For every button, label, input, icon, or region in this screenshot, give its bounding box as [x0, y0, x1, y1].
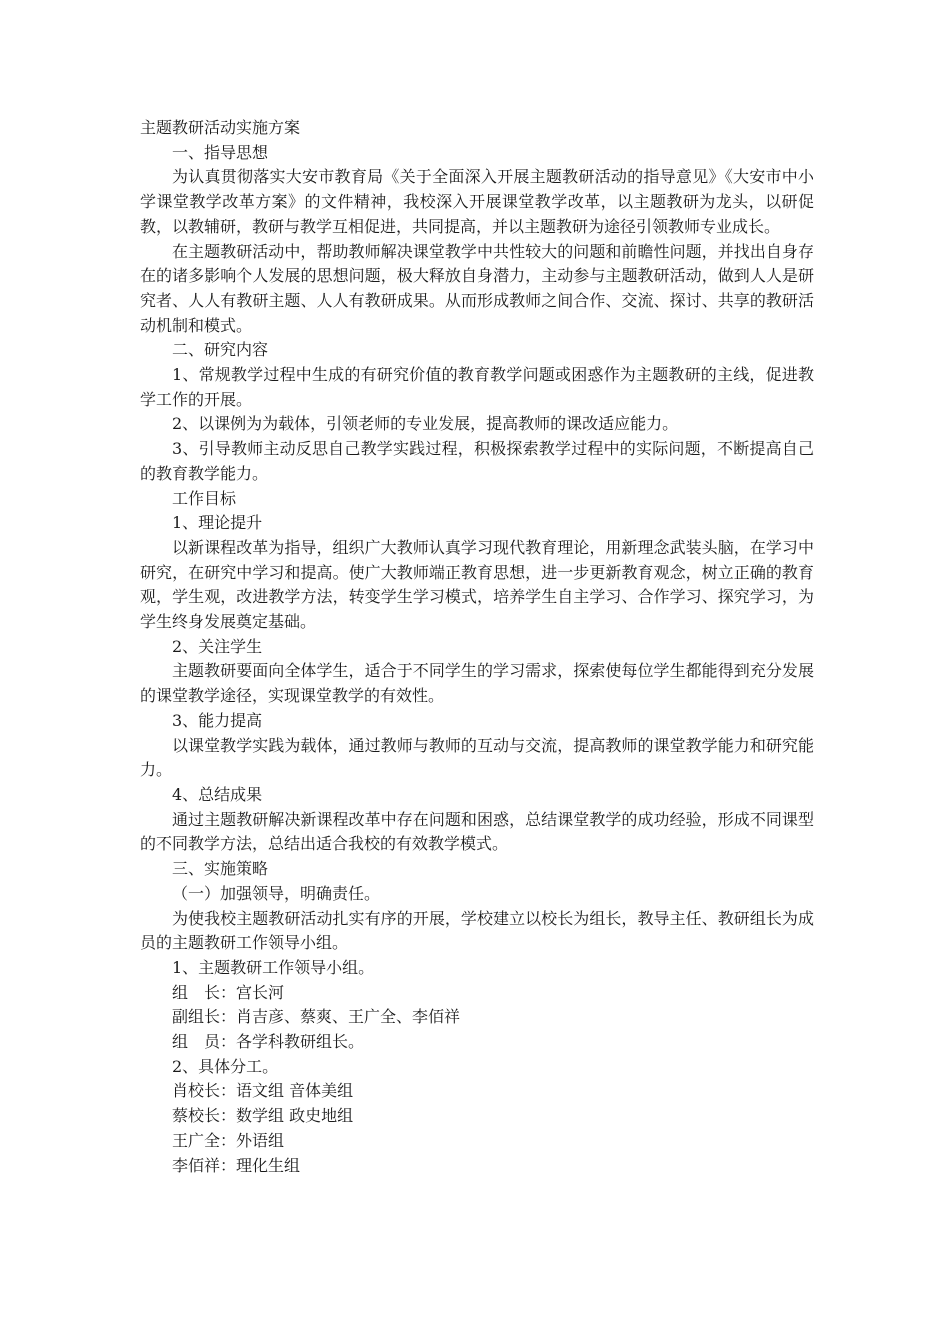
list-item: 王广全：外语组 — [172, 1130, 285, 1150]
list-item: 1、主题教研工作领导小组。 — [172, 957, 375, 977]
list-item: 2、具体分工。 — [172, 1056, 279, 1076]
section-heading-implementation: 三、实施策略 — [172, 859, 269, 879]
subheading: 1、理论提升 — [172, 513, 263, 533]
section-heading-guiding-ideology: 一、指导思想 — [172, 142, 269, 162]
paragraph: 以课堂教学实践为载体，通过教师与教师的互动与交流，提高教师的课堂教学能力和研究能力。 — [140, 735, 814, 780]
paragraph: 主题教研要面向全体学生，适合于不同学生的学习需求，探索使每位学生都能得到充分发展的课堂教学途径，实现课堂教学的有效性。 — [140, 661, 814, 706]
subheading: 4、总结成果 — [172, 784, 263, 804]
list-item: 副组长：肖吉彦、蔡爽、王广全、李佰祥 — [172, 1007, 461, 1027]
paragraph: 通过主题教研解决新课程改革中存在问题和困惑，总结课堂教学的成功经验，形成不同课型的不同教学方法，总结出适合我校的有效教学模式。 — [140, 809, 814, 854]
section-heading-work-goals: 工作目标 — [172, 488, 237, 508]
paragraph: 为认真贯彻落实大安市教育局《关于全面深入开展主题教研活动的指导意见》《大安市中小学课堂教学改革方案》的文件精神，我校深入开展课堂教学改革，以主题教研为龙头，以研促教，以教辅研，教研与教学互相促进，共同提高，并以主题教研为途径引领教师专业成长。 — [140, 167, 814, 236]
list-item: 蔡校长：数学组 政史地组 — [172, 1106, 354, 1126]
list-item: 李佰祥：理化生组 — [172, 1155, 301, 1175]
paragraph: 为使我校主题教研活动扎实有序的开展，学校建立以校长为组长，教导主任、教研组长为成员的主题教研工作领导小组。 — [140, 908, 814, 953]
subheading: 3、能力提高 — [172, 710, 263, 730]
list-item: 1、常规教学过程中生成的有研究价值的教育教学问题或困惑作为主题教研的主线，促进教学工作的开展。 — [140, 365, 814, 409]
list-item: 肖校长：语文组 音体美组 — [172, 1081, 354, 1101]
section-heading-research-content: 二、研究内容 — [172, 340, 269, 360]
list-item: 3、引导教师主动反思自己教学实践过程，积极探索教学过程中的实际问题，不断提高自己的教育教学能力。 — [140, 439, 814, 483]
paragraph: 在主题教研活动中，帮助教师解决课堂教学中共性较大的问题和前瞻性问题，并找出自身存在的诸多影响个人发展的思想问题，极大释放自身潜力，主动参与主题教研活动，做到人人是研究者、人人有教研主题、人人有教研成果。从而形成教师之间合作、交流、探讨、共享的教研活动机制和模式。 — [140, 241, 814, 335]
paragraph: 以新课程改革为指导，组织广大教师认真学习现代教育理论，用新理念武装头脑，在学习中研究，在研究中学习和提高。使广大教师端正教育思想，进一步更新教育观念，树立正确的教育观，学生观，改进教学方法，转变学生学习模式，培养学生自主学习、合作学习、探究学习，为学生终身发展奠定基础。 — [140, 537, 814, 632]
list-item: 组 长：宫长河 — [172, 982, 285, 1002]
document-body — [140, 116, 814, 1178]
document-title: 主题教研活动实施方案 — [140, 118, 301, 137]
subheading: 2、关注学生 — [172, 636, 263, 656]
list-item: 2、以课例为为载体，引领老师的专业发展，提高教师的课改适应能力。 — [172, 414, 679, 434]
list-item: 组 员：各学科教研组长。 — [172, 1032, 365, 1052]
subheading: （一）加强领导，明确责任。 — [172, 883, 381, 903]
